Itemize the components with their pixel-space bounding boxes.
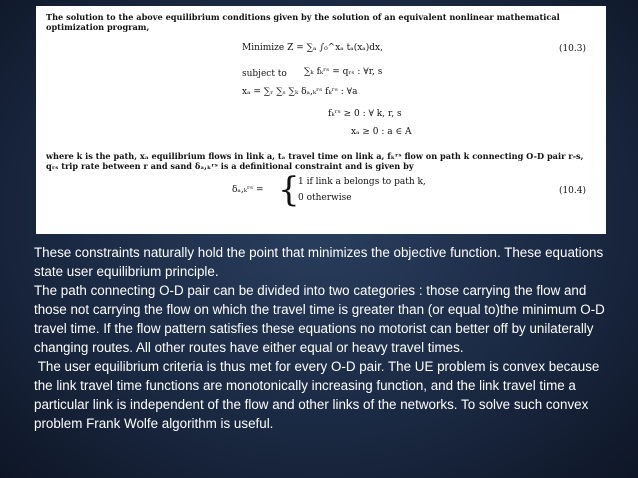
delta-lhs: δₐ,ₖʳˢ = <box>232 185 264 195</box>
subject-to-label: subject to <box>242 68 287 79</box>
equation-number-10-4: (10.4) <box>558 186 586 196</box>
slide-body-text <box>34 243 614 433</box>
equation-number-10-3: (10.3) <box>558 43 586 54</box>
left-brace-symbol: { <box>278 170 300 210</box>
paragraph-ue-convexity: The user equilibrium criteria is thus met for every O-D pair. The UE problem is convex because the link travel time functions are monotonically increasing function, and the link travel time a particular link is independent of the flow and other links of the networks. To solve such convex problem Frank Wolfe algorithm is useful. <box>34 359 604 431</box>
constraint-demand: ∑ₖ fₖʳˢ = qᵣₛ : ∀r, s <box>304 66 383 77</box>
constraint-path-nonneg: fₖʳˢ ≥ 0 : ∀ k, r, s <box>328 108 402 119</box>
delta-case-one: 1 if link a belongs to path k, <box>298 177 426 187</box>
constraint-link-flow: xₐ = ∑ᵣ ∑ₛ ∑ₖ δₐ,ₖʳˢ fₖʳˢ : ∀a <box>242 86 358 97</box>
intro-text: The solution to the above equilibrium conditions given by the solution of an equivalent nonlinear mathematical optimization program, <box>46 12 560 33</box>
equation-10-3 <box>46 39 596 61</box>
paragraph-constraints: These constraints naturally hold the point that minimizes the objective function. These equations state user equilibrium principle. <box>34 245 604 279</box>
delta-case-zero: 0 otherwise <box>298 193 352 203</box>
equation-excerpt-image <box>36 6 606 234</box>
equation-10-4 <box>46 170 596 211</box>
paragraph-path-categories: The path connecting O-D pair can be divided into two categories : those carrying the flow and those not carrying the flow on which the travel time is greater than (or equal to)the minimum O-D travel time. If the flow pattern satisfies these equations no motorist can better off by unilaterally changing routes. All other routes have either equal or heavy travel times. <box>34 283 605 355</box>
constraint-block <box>46 65 596 149</box>
constraint-link-nonneg: xₐ ≥ 0 : a ∈ A <box>351 126 412 137</box>
objective-function: Minimize Z = ∑ₐ ∫₀^xₐ tₐ(xₐ)dx, <box>242 42 383 53</box>
where-definitions: where k is the path, xₐ equilibrium flows in link a, tₐ travel time on link a, fₖʳˢ flow on path k connecting O-D pair r-s, qᵣₛ trip rate between r and sand δₐ,ₖʳˢ is a definitional constraint and is given by <box>46 150 584 171</box>
